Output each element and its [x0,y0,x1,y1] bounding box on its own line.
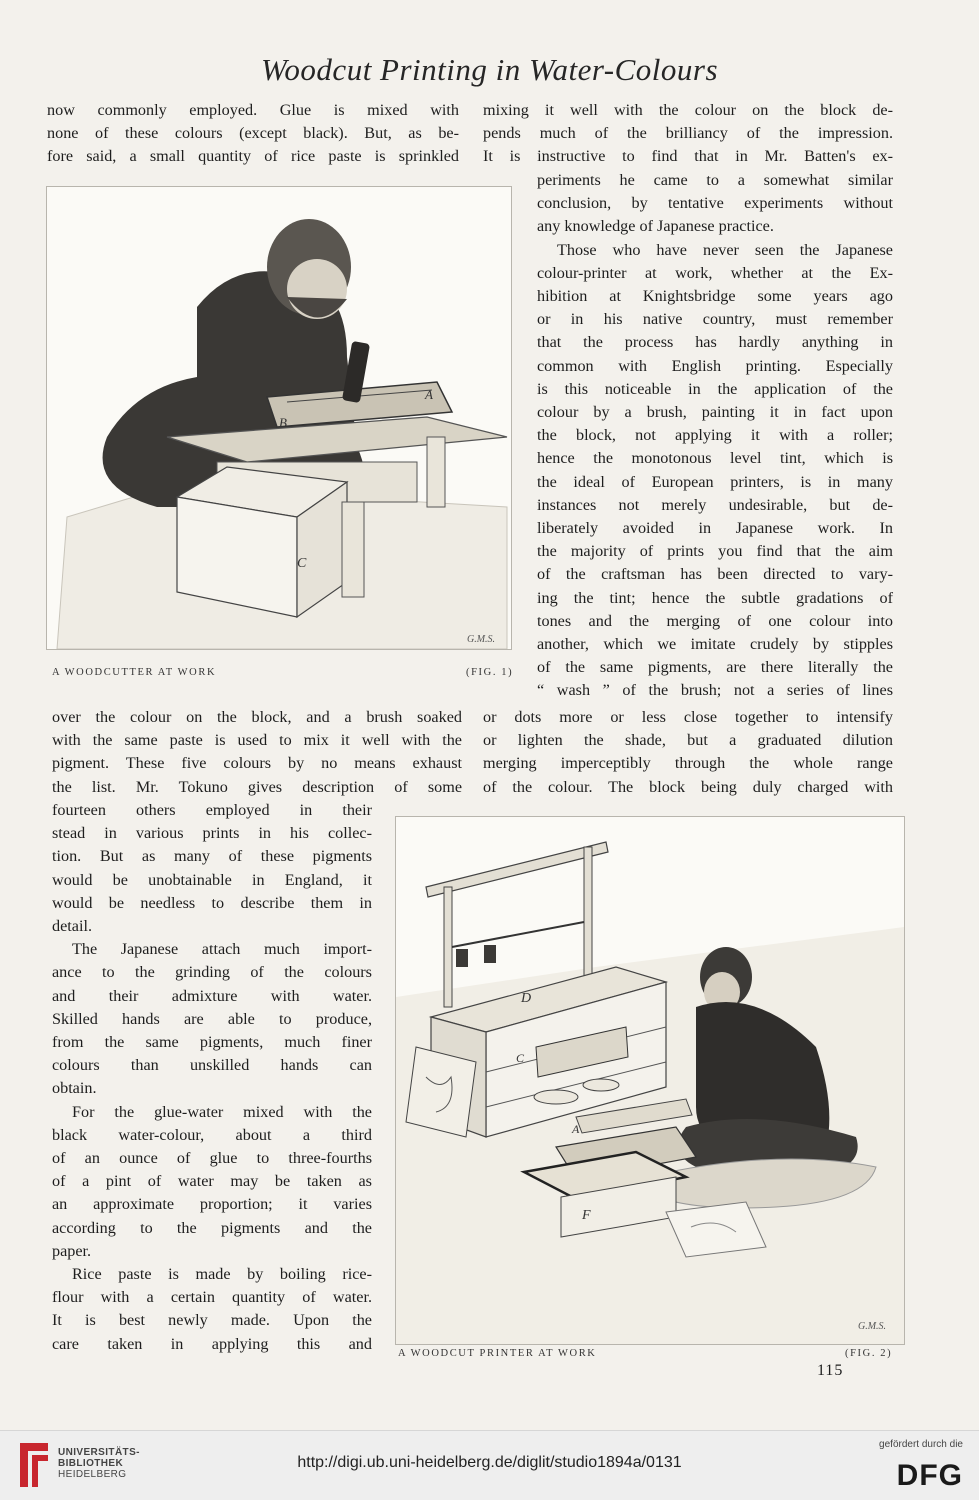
left-mid-paragraph [52,706,462,799]
printer-illustration [396,817,904,1344]
text-line: “ wash ” of the brush; not a series of lines [537,681,893,700]
text-line: black water-colour, about a third [52,1125,372,1144]
text-line: For the glue-water mixed with the [72,1102,372,1121]
fig2-caption: A WOODCUT PRINTER AT WORK [398,1348,597,1359]
text-line: The Japanese attach much import- [72,940,372,959]
text-line: Rice paste is made by boiling rice- [72,1265,372,1284]
fig2-letter-a: A [572,1122,580,1136]
text-line: and their admixture with water. [52,986,372,1005]
text-line: or in his native country, must remember [537,310,893,329]
text-line: of an ounce of glue to three-fourths [52,1149,372,1168]
running-title: Woodcut Printing in Water-Colours [260,52,719,87]
text-line: an approximate proportion; it varies [52,1195,372,1214]
library-line: UNIVERSITÄTS- [58,1447,140,1458]
right-top-paragraph [483,99,893,169]
library-line: HEIDELBERG [58,1469,127,1480]
text-line: with the same paste is used to mix it well with the [52,731,462,750]
fig1-label: (FIG. 1) [466,667,514,678]
text-line: is this noticeable in the application of the [537,379,893,398]
text-line: none of these colours (except black). But, as be- [47,124,459,143]
fig1-signature: G.M.S. [467,634,496,645]
text-line: the majority of prints you find that the aim [537,542,893,561]
fig2-letter-f: F [582,1208,591,1223]
text-line: fore said, a small quantity of rice paste is sprinkled [47,147,459,166]
text-line: common with English printing. Especially [537,356,893,375]
text-line: stead in various prints in his collec- [52,824,372,843]
text-line: of the craftsman has been directed to vary- [537,565,893,584]
text-line: from the same pigments, much finer [52,1033,372,1052]
text-line: the block, not applying it with a roller; [537,426,893,445]
text-line: of the colour. The block being duly charged with [483,777,893,796]
text-line: ance to the grinding of the colours [52,963,372,982]
figure-woodcutter [46,186,512,650]
right-bottom-paragraph [483,706,893,799]
left-bottom-paragraph [52,799,372,1356]
fig1-letter-c: C [297,556,307,571]
text-line: another, which we imitate crudely by stipples [537,635,893,654]
text-line: flour with a certain quantity of water. [52,1288,372,1307]
text-line: that the process has hardly anything in [537,333,893,352]
text-line: It is best newly made. Upon the [52,1311,372,1330]
text-line: any knowledge of Japanese practice. [537,217,774,236]
text-line: care taken in applying this and [52,1334,372,1353]
text-line: colours than unskilled hands can [52,1056,372,1075]
fig2-letter-d: D [521,991,532,1006]
text-line: or dots more or less close together to intensify [483,708,893,726]
text-line: liberately avoided in Japanese work. In [537,519,893,538]
text-line: hibition at Knightsbridge some years ago [537,287,893,306]
fig2-signature: G.M.S. [858,1321,887,1332]
text-line: colour-printer at work, whether at the Ex- [537,263,893,282]
text-line: now commonly employed. Glue is mixed with [47,101,459,119]
text-line: ing the tint; hence the subtle gradations of [537,588,893,607]
digitization-footer [0,1430,979,1500]
text-line: would be needless to describe them in [52,893,372,912]
text-line: the list. Mr. Tokuno gives description of some [52,777,462,796]
permalink[interactable]: http://digi.ub.uni-heidelberg.de/diglit/studio1894a/0131 [297,1454,682,1471]
text-line: colour by a brush, painting it in fact upon [537,403,893,422]
text-line: tones and the merging of one colour into [537,611,893,630]
text-line: instances not merely undesirable, but de- [537,495,893,514]
woodcutter-illustration [47,187,511,649]
text-line: obtain. [52,1079,97,1098]
library-line: BIBLIOTHEK [58,1458,124,1469]
text-line: periments he came to a somewhat similar [537,171,893,189]
text-line: Skilled hands are able to produce, [52,1009,372,1028]
text-line: It is instructive to find that in Mr. Batten's ex- [483,147,893,166]
page-number: 115 [817,1362,844,1379]
text-line: fourteen others employed in their [52,801,372,819]
fig2-letter-c: C [516,1051,525,1065]
fig1-letter-b: B [279,415,287,430]
text-line: over the colour on the block, and a brush soaked [52,708,462,726]
text-line: according to the pigments and the [52,1218,372,1237]
text-line: of a pint of water may be taken as [52,1172,372,1191]
text-line: would be unobtainable in England, it [52,870,372,889]
text-line: or lighten the shade, but a graduated dilution [483,731,893,750]
text-line: mixing it well with the colour on the block de- [483,101,893,119]
text-line: paper. [52,1241,92,1260]
dfg-logo: DFG [896,1459,963,1492]
text-line: tion. But as many of these pigments [52,847,372,866]
text-line: Those who have never seen the Japanese [557,240,893,259]
text-line: of the same pigments, are there literally the [537,658,893,677]
text-line: detail. [52,917,93,936]
text-line: pends much of the brilliancy of the impression. [483,124,893,143]
fig2-label: (FIG. 2) [845,1348,893,1359]
text-line: pigment. These five colours by no means exhaust [52,754,462,773]
figure-printer [395,816,905,1345]
fig1-letter-a: A [425,387,433,402]
fig1-caption: A WOODCUTTER AT WORK [52,667,217,678]
right-mid-paragraph [537,169,893,703]
text-line: the ideal of European printers, is in many [537,472,893,491]
text-line: hence the monotonous level tint, which is [537,449,893,468]
funded-by-label: gefördert durch die [879,1439,963,1450]
left-top-paragraph [47,99,459,169]
text-line: merging imperceptibly through the whole range [483,754,893,773]
text-line: conclusion, by tentative experiments without [537,194,893,213]
